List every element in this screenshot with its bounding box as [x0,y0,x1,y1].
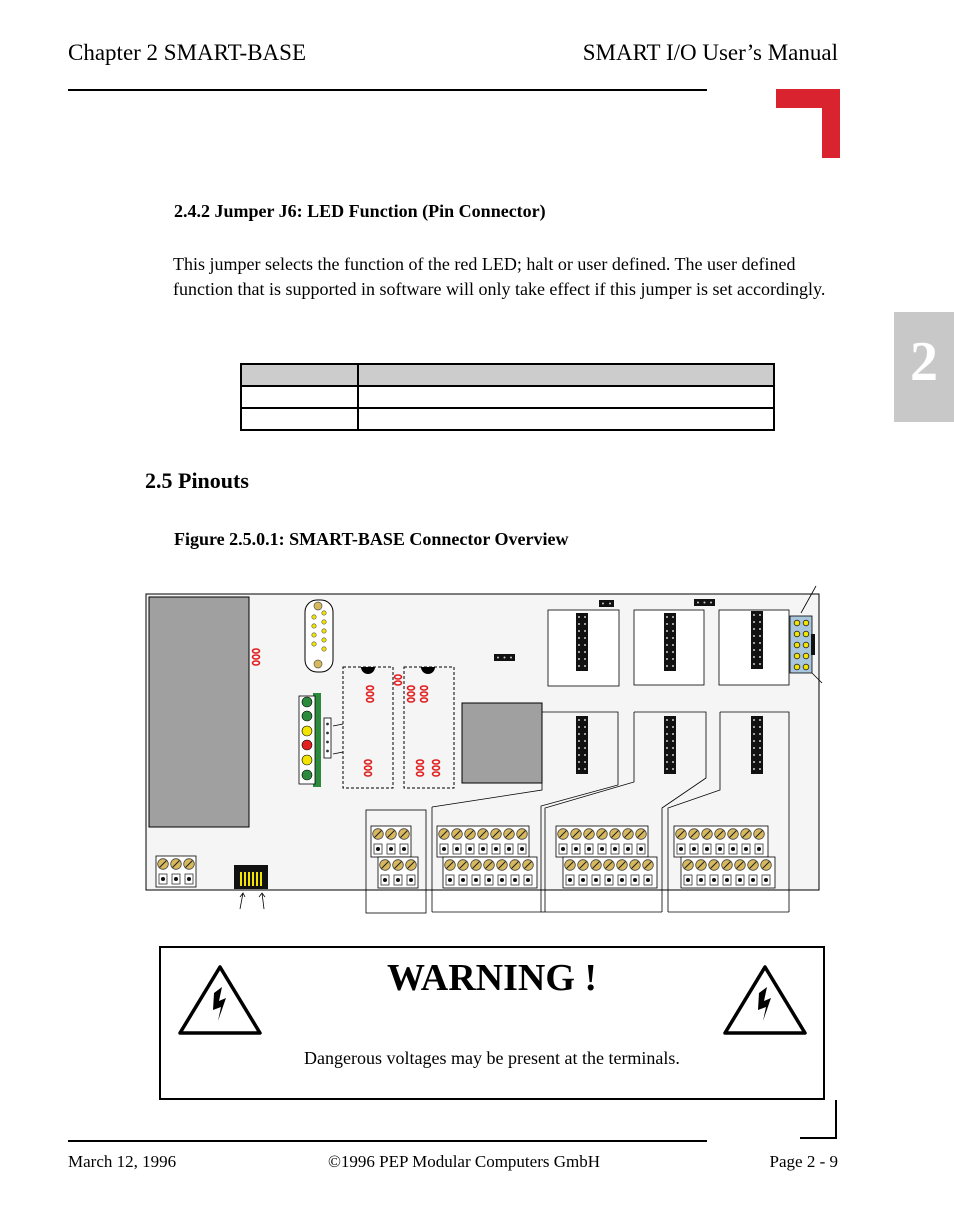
table-row [241,386,774,408]
table-cell [358,408,774,430]
table-row [241,408,774,430]
footer-copyright: ©1996 PEP Modular Computers GmbH [328,1152,601,1171]
table-cell [241,386,358,408]
warning-message: Dangerous voltages may be present at the terminals. [304,1048,680,1068]
header-rule [68,89,707,91]
high-voltage-warning-icon [721,963,809,1037]
warning-title: WARNING ! [386,957,598,999]
table-cell [241,364,358,386]
table-cell [241,408,358,430]
figure-caption: Figure 2.5.0.1: SMART-BASE Connector Overview [174,529,569,549]
section-body-jumper-j6: This jumper selects the function of the red LED; halt or user defined. The user defined function that is supported in software will only take effect if this jumper is set accordingly. [173,254,826,299]
table-header-row [241,364,774,386]
section-heading-pinouts: 2.5 Pinouts [145,468,249,493]
chapter-tab [894,312,954,422]
table-cell [358,386,774,408]
jumper-table [240,363,775,431]
high-voltage-warning-icon [176,963,264,1037]
corner-mark-icon [776,89,842,159]
section-heading-jumper-j6: 2.4.2 Jumper J6: LED Function (Pin Connector) [174,201,546,221]
chapter-tab-number: 2 [910,331,938,393]
header-chapter: Chapter 2 SMART-BASE [68,40,307,65]
footer-page-number: Page 2 - 9 [769,1152,838,1171]
table-cell [358,364,774,386]
footer-date: March 12, 1996 [68,1152,177,1171]
corner-bracket-icon [798,1098,842,1142]
smart-base-board-diagram [0,560,954,920]
footer-rule [68,1140,707,1142]
header-manual-title: SMART I/O User’s Manual [582,40,838,65]
